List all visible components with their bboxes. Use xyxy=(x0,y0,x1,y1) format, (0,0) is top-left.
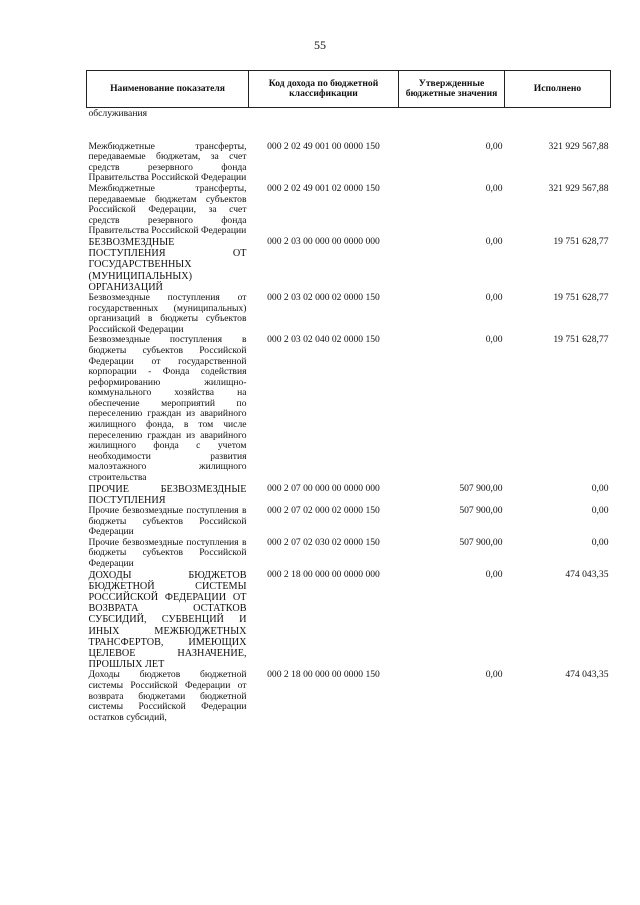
table-row xyxy=(87,570,611,671)
approved-value: 0,00 xyxy=(485,669,503,681)
approved-value: 0,00 xyxy=(485,291,503,303)
executed-value: 19 751 628,77 xyxy=(553,235,609,247)
continuation-row xyxy=(87,108,611,142)
table-row xyxy=(87,484,611,506)
revenue-code: 000 2 18 00 000 00 0000 150 xyxy=(267,669,380,681)
approved-value: 0,00 xyxy=(485,568,503,580)
executed-value: 0,00 xyxy=(591,505,609,517)
indicator-name: БЕЗВОЗМЕЗДНЫЕ ПОСТУПЛЕНИЯ ОТ ГОСУДАРСТВЕННЫХ (МУНИЦИПАЛЬНЫХ) ОРГАНИЗАЦИЙ xyxy=(88,236,247,293)
executed-value: 19 751 628,77 xyxy=(553,334,609,346)
revenue-code: 000 2 03 02 000 02 0000 150 xyxy=(267,291,380,303)
approved-value: 0,00 xyxy=(485,182,503,194)
indicator-name: Доходы бюджетов бюджетной системы Российской Федерации от возврата бюджетами бюджетной системы Российской Федерации остатков субсидий, xyxy=(88,669,247,723)
executed-value: 0,00 xyxy=(591,482,609,494)
executed-value: 321 929 567,88 xyxy=(548,182,609,194)
indicator-name: ПРОЧИЕ БЕЗВОЗМЕЗДНЫЕ ПОСТУПЛЕНИЯ xyxy=(88,483,247,506)
header-approved-values: Утвержденные бюджетные значения xyxy=(399,71,505,108)
table-row xyxy=(87,506,611,538)
table-row xyxy=(87,142,611,184)
indicator-name: Прочие безвозмездные поступления в бюджеты субъектов Российской Федерации xyxy=(88,505,247,538)
executed-value: 0,00 xyxy=(591,536,609,548)
approved-value: 0,00 xyxy=(485,140,503,152)
indicator-name: Межбюджетные трансферты, передаваемые бюджетам, за счет средств резервного фонда Правительства Российской Федерации xyxy=(88,140,247,184)
revenue-code: 000 2 03 00 000 00 0000 000 xyxy=(267,235,380,247)
indicator-name: Безвозмездные поступления от государственных (муниципальных) организаций в бюджеты субъектов Российской Федерации xyxy=(88,291,247,335)
header-executed: Исполнено xyxy=(505,71,611,108)
table-row xyxy=(87,335,611,483)
table-row xyxy=(87,293,611,335)
revenue-code: 000 2 02 49 001 00 0000 150 xyxy=(267,140,380,152)
indicator-name: Прочие безвозмездные поступления в бюджеты субъектов Российской Федерации xyxy=(88,536,247,570)
revenue-code: 000 2 02 49 001 02 0000 150 xyxy=(267,182,380,194)
header-indicator-name: Наименование показателя xyxy=(87,71,249,108)
indicator-name: Межбюджетные трансферты, передаваемые бюджетам субъектов Российской Федерации, за счет средств резервного фонда Правительства Российской Федерации xyxy=(88,182,247,237)
approved-value: 507 900,00 xyxy=(459,505,503,517)
table-row xyxy=(87,237,611,293)
executed-value: 19 751 628,77 xyxy=(553,291,609,303)
approved-value: 507 900,00 xyxy=(459,482,503,494)
approved-value: 0,00 xyxy=(485,334,503,346)
revenue-code: 000 2 18 00 000 00 0000 000 xyxy=(267,568,380,580)
approved-value: 0,00 xyxy=(485,235,503,247)
table-row xyxy=(87,538,611,570)
table-header-row xyxy=(87,71,611,108)
revenue-code: 000 2 07 02 000 02 0000 150 xyxy=(267,505,380,517)
table-row xyxy=(87,184,611,237)
revenue-code: 000 2 07 02 030 02 0000 150 xyxy=(267,536,380,548)
executed-value: 474 043,35 xyxy=(565,568,609,580)
executed-value: 474 043,35 xyxy=(565,669,609,681)
budget-revenue-table xyxy=(86,70,611,723)
revenue-code: 000 2 07 00 000 00 0000 000 xyxy=(267,482,380,494)
page-number: 55 xyxy=(314,38,326,52)
indicator-name: ДОХОДЫ БЮДЖЕТОВ БЮДЖЕТНОЙ СИСТЕМЫ РОССИЙСКОЙ ФЕДЕРАЦИИ ОТ ВОЗВРАТА ОСТАТКОВ СУБСИДИЙ, СУБВЕНЦИЙ И ИНЫХ МЕЖБЮДЖЕТНЫХ ТРАНСФЕРТОВ, ИМЕЮЩИХ ЦЕЛЕВОЕ НАЗНАЧЕНИЕ, ПРОШЛЫХ ЛЕТ xyxy=(88,569,247,671)
table-row xyxy=(87,670,611,723)
revenue-code: 000 2 03 02 040 02 0000 150 xyxy=(267,334,380,346)
continuation-text: обслуживания xyxy=(88,108,147,119)
executed-value: 321 929 567,88 xyxy=(548,140,609,152)
indicator-name: Безвозмездные поступления в бюджеты субъектов Российской Федерации от государственной корпорации - Фонда содействия реформированию жилищно-коммунального хозяйства на обеспечение мероприятий по переселению граждан из аварийного жилищного фонда, в том числе переселению граждан из аварийного жилищного фонда с учетом необходимости развития малоэтажного жилищного строительства xyxy=(88,334,247,484)
approved-value: 507 900,00 xyxy=(459,536,503,548)
header-revenue-code: Код дохода по бюджетной классификации xyxy=(249,71,399,108)
